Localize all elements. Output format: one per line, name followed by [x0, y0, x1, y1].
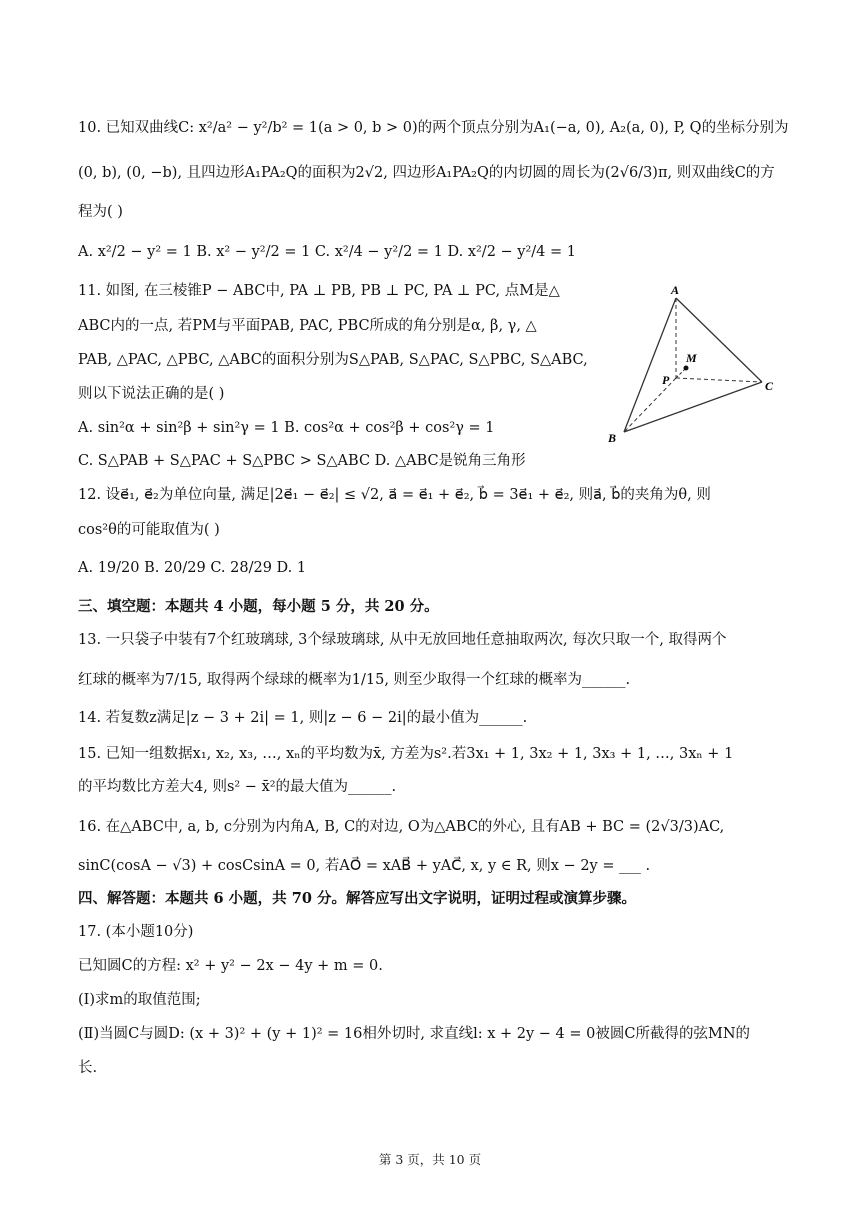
q16-line2: sinC(cosA − √3) + cosCsinA = 0, 若AO⃗ = xAB⃗ + yAC⃗, x, y ∈ R, 则x − 2y = ___ .	[78, 858, 651, 874]
q17-part2-line2: 长.	[78, 1060, 98, 1076]
label-b: B	[608, 431, 617, 445]
q11-line3: PAB, △PAC, △PBC, △ABC的面积分别为S△PAB, S△PAC, S△PBC, S△ABC,	[78, 352, 588, 368]
label-a: A	[671, 283, 680, 297]
label-m: M	[686, 351, 697, 365]
q14-line: 14. 若复数z满足|z − 3 + 2i| = 1, 则|z − 6 − 2i|的最小值为______.	[78, 710, 528, 726]
q12-options: A. 19/20 B. 20/29 C. 28/29 D. 1	[78, 560, 307, 576]
q11-options-cd: C. S△PAB + S△PAC + S△PBC > S△ABC D. △ABC是锐角三角形	[78, 453, 526, 469]
q17-part1: (Ⅰ)求m的取值范围;	[78, 992, 201, 1008]
q11-line2: ABC内的一点, 若PM与平面PAB, PAC, PBC所成的角分别是α, β, γ, △	[78, 318, 537, 334]
q11-line4: 则以下说法正确的是( )	[78, 386, 225, 402]
q10-line1: 10. 已知双曲线C: x²/a² − y²/b² = 1(a > 0, b > 0)的两个顶点分别为A₁(−a, 0), A₂(a, 0), P, Q的坐标分别为	[78, 120, 789, 136]
tetrahedron-svg	[600, 282, 790, 452]
label-c: C	[765, 379, 774, 393]
q15-line2: 的平均数比方差大4, 则s² − x̄²的最大值为______.	[78, 779, 397, 795]
q11-options-ab: A. sin²α + sin²β + sin²γ = 1 B. cos²α + cos²β + cos²γ = 1	[78, 420, 495, 436]
section-fill-in: 三、填空题：本题共 4 小题，每小题 5 分，共 20 分。	[78, 598, 439, 615]
q10-options: A. x²/2 − y² = 1 B. x² − y²/2 = 1 C. x²/4 − y²/2 = 1 D. x²/2 − y²/4 = 1	[78, 244, 576, 260]
q15-line1: 15. 已知一组数据x₁, x₂, x₃, …, xₙ的平均数为x̄, 方差为s².若3x₁ + 1, 3x₂ + 1, 3x₃ + 1, …, 3xₙ + 1	[78, 746, 734, 762]
q12-line1: 12. 设e⃗₁, e⃗₂为单位向量, 满足|2e⃗₁ − e⃗₂| ≤ √2, a⃗ = e⃗₁ + e⃗₂, b⃗ = 3e⃗₁ + e⃗₂, 则a⃗, b⃗的夹角为θ, 则	[78, 487, 711, 503]
q17-part2-line1: (Ⅱ)当圆C与圆D: (x + 3)² + (y + 1)² = 16相外切时, 求直线l: x + 2y − 4 = 0被圆C所截得的弦MN的	[78, 1026, 751, 1042]
q17-given: 已知圆C的方程: x² + y² − 2x − 4y + m = 0.	[78, 958, 383, 974]
page-footer: 第 3 页，共 10 页	[378, 1152, 482, 1167]
section-answer: 四、解答题：本题共 6 小题，共 70 分。解答应写出文字说明，证明过程或演算步骤。	[78, 890, 636, 907]
q10-line2: (0, b), (0, −b), 且四边形A₁PA₂Q的面积为2√2, 四边形A₁PA₂Q的内切圆的周长为(2√6/3)π, 则双曲线C的方	[78, 165, 775, 181]
q17-heading: 17. (本小题10分)	[78, 924, 194, 940]
q13-line1: 13. 一只袋子中装有7个红玻璃球, 3个绿玻璃球, 从中无放回地任意抽取两次, 每次只取一个, 取得两个	[78, 632, 727, 648]
q12-line2: cos²θ的可能取值为( )	[78, 522, 220, 538]
label-p: P	[662, 373, 670, 387]
q11-line1: 11. 如图, 在三棱锥P − ABC中, PA ⊥ PB, PB ⊥ PC, PA ⊥ PC, 点M是△	[78, 283, 560, 299]
q16-line1: 16. 在△ABC中, a, b, c分别为内角A, B, C的对边, O为△ABC的外心, 且有AB + BC = (2√3/3)AC,	[78, 819, 725, 835]
q10-line3: 程为( )	[78, 204, 123, 220]
q13-line2: 红球的概率为7/15, 取得两个绿球的概率为1/15, 则至少取得一个红球的概率为______.	[78, 672, 631, 688]
tetrahedron-figure	[600, 282, 790, 452]
